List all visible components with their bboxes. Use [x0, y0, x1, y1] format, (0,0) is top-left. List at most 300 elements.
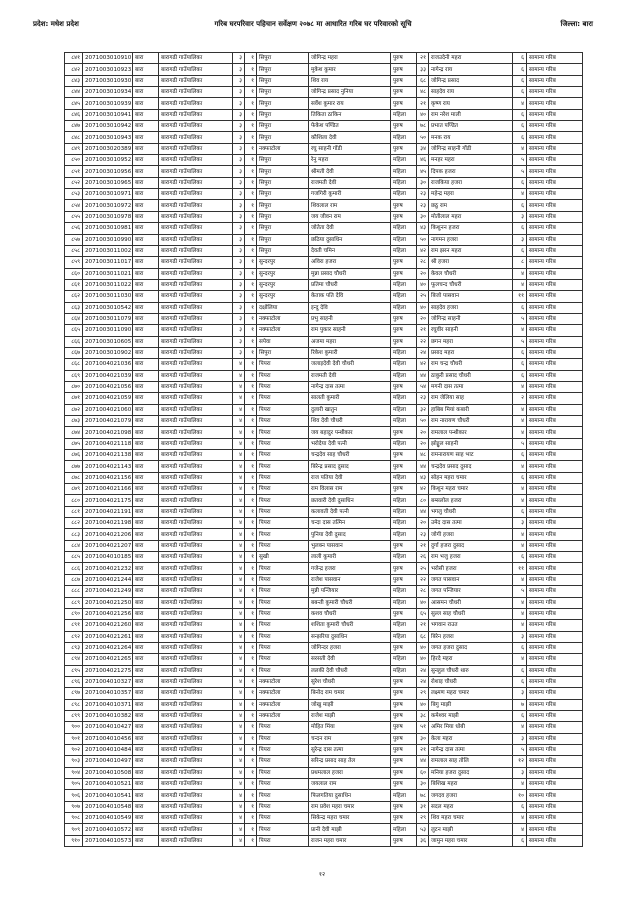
age-cell: २१ — [417, 98, 429, 109]
head-name-cell: चन्द्रदेव साह चौधरी — [309, 450, 391, 461]
age-cell: २१ — [417, 744, 429, 755]
district-cell: बारा — [133, 767, 159, 778]
guardian-name-cell: भगलु चौधरी — [429, 506, 513, 517]
table-row — [65, 381, 583, 392]
household-id-cell: 2071004010382 — [83, 710, 133, 721]
district-cell: बारा — [133, 166, 159, 177]
guardian-name-cell: मगनी दास तत्मा — [429, 381, 513, 392]
head-name-cell: राजमती देवी — [309, 370, 391, 381]
district-cell: बारा — [133, 109, 159, 120]
head-name-cell: जोगिन्दर हजरा — [309, 642, 391, 653]
head-name-cell: जोतेता देवी — [309, 223, 391, 234]
municipality-cell: बारागढी गाउँपालिका — [159, 744, 233, 755]
village-cell: पिपरा — [257, 472, 309, 483]
village-cell: पिपरा — [257, 722, 309, 733]
head-name-cell: मुन्नी पन्जियार — [309, 586, 391, 597]
household-id-cell: 2071004021039 — [83, 370, 133, 381]
sub-ward-cell: १ — [245, 313, 257, 324]
village-cell: पिपरा — [257, 484, 309, 495]
household-id-cell: 2071003011017 — [83, 257, 133, 268]
household-id-cell: 2071004021264 — [83, 642, 133, 653]
family-size-cell: ३ — [513, 211, 527, 222]
guardian-name-cell: साहदेव हजरा — [429, 302, 513, 313]
poverty-category-cell: सामान्य गरिब — [527, 245, 583, 256]
guardian-name-cell: मनक राय — [429, 132, 513, 143]
head-name-cell: जयलाल राम — [309, 779, 391, 790]
family-size-cell: ४ — [513, 608, 527, 619]
guardian-name-cell: रामलाल साह तोलि — [429, 756, 513, 767]
village-cell: पिपरा — [257, 597, 309, 608]
poverty-category-cell: सामान्य गरिब — [527, 177, 583, 188]
household-id-cell: 2071004010573 — [83, 835, 133, 846]
head-name-cell: सिकेन्द्र महरा चमार — [309, 813, 391, 824]
serial-no-cell: ९०५ — [65, 779, 83, 790]
ward-cell: ३ — [233, 177, 245, 188]
district-cell: बारा — [133, 495, 159, 506]
guardian-name-cell: किशुन महरा चमार — [429, 484, 513, 495]
ward-cell: ४ — [233, 370, 245, 381]
table-row — [65, 506, 583, 517]
family-size-cell: ६ — [513, 642, 527, 653]
district-cell: बारा — [133, 756, 159, 767]
municipality-cell: बारागढी गाउँपालिका — [159, 143, 233, 154]
gender-cell: पुरुष — [391, 688, 417, 699]
household-id-cell: 2071004021166 — [83, 484, 133, 495]
ward-cell: ४ — [233, 654, 245, 665]
family-size-cell: १२ — [513, 756, 527, 767]
age-cell: ४४ — [417, 506, 429, 517]
district-cell: बारा — [133, 75, 159, 86]
poverty-category-cell: सामान्य गरिब — [527, 665, 583, 676]
age-cell: ५० — [417, 416, 429, 427]
sub-ward-cell: १ — [245, 518, 257, 529]
ward-cell: ३ — [233, 313, 245, 324]
district-cell: बारा — [133, 121, 159, 132]
district-cell: बारा — [133, 427, 159, 438]
poverty-category-cell: सामान्य गरिब — [527, 291, 583, 302]
municipality-cell: बारागढी गाउँपालिका — [159, 370, 233, 381]
sub-ward-cell: १ — [245, 654, 257, 665]
municipality-cell: बारागढी गाउँपालिका — [159, 824, 233, 835]
gender-cell: महिला — [391, 393, 417, 404]
household-id-cell: 2071004021060 — [83, 404, 133, 415]
district-cell: बारा — [133, 279, 159, 290]
municipality-cell: बारागढी गाउँपालिका — [159, 733, 233, 744]
serial-no-cell: ९०३ — [65, 756, 83, 767]
serial-no-cell: ९०९ — [65, 824, 83, 835]
age-cell: ४५ — [417, 166, 429, 177]
household-id-cell: 2071004010357 — [83, 688, 133, 699]
sub-ward-cell: १ — [245, 177, 257, 188]
table-row — [65, 268, 583, 279]
village-cell: पिपरा — [257, 563, 309, 574]
poverty-category-cell: सामान्य गरिब — [527, 642, 583, 653]
gender-cell: पुरुष — [391, 53, 417, 64]
serial-no-cell: ८८५ — [65, 552, 83, 563]
village-cell: नक्फाटोला — [257, 325, 309, 336]
table-row — [65, 620, 583, 631]
sub-ward-cell: १ — [245, 835, 257, 846]
table-row — [65, 211, 583, 222]
ward-cell: ४ — [233, 552, 245, 563]
head-name-cell: सुरेन्द्र दास तत्मा — [309, 744, 391, 755]
municipality-cell: बारागढी गाउँपालिका — [159, 177, 233, 188]
poverty-category-cell: सामान्य गरिब — [527, 586, 583, 597]
sub-ward-cell: १ — [245, 744, 257, 755]
district-cell: बारा — [133, 64, 159, 75]
head-name-cell: तिकिता ठाकिन — [309, 109, 391, 120]
district-cell: बारा — [133, 53, 159, 64]
guardian-name-cell: बिगु माझी — [429, 699, 513, 710]
guardian-name-cell: बिजो पासवान — [429, 291, 513, 302]
household-id-cell: 2071003010910 — [83, 53, 133, 64]
poverty-category-cell: सामान्य गरिब — [527, 733, 583, 744]
municipality-cell: बारागढी गाउँपालिका — [159, 642, 233, 653]
serial-no-cell: ८४१ — [65, 53, 83, 64]
head-name-cell: पुनिया देवी दुसाद — [309, 529, 391, 540]
family-size-cell: ६ — [513, 223, 527, 234]
ward-cell: ४ — [233, 506, 245, 517]
guardian-name-cell: कमेश्वर माझी — [429, 710, 513, 721]
gender-cell: महिला — [391, 416, 417, 427]
poverty-category-cell: सामान्य गरिब — [527, 450, 583, 461]
head-name-cell: इन्दु देवि — [309, 302, 391, 313]
district-cell: बारा — [133, 631, 159, 642]
age-cell: ८० — [417, 495, 429, 506]
head-name-cell: अजमा महरा — [309, 336, 391, 347]
ward-cell: ४ — [233, 688, 245, 699]
guardian-name-cell: नागेन्द्र राय — [429, 64, 513, 75]
age-cell: ६८ — [417, 631, 429, 642]
district-cell: बारा — [133, 245, 159, 256]
age-cell: ४० — [417, 109, 429, 120]
village-cell: पिपरा — [257, 370, 309, 381]
ward-cell: ३ — [233, 75, 245, 86]
gender-cell: महिला — [391, 359, 417, 370]
serial-no-cell: ८५८ — [65, 245, 83, 256]
district-cell: बारा — [133, 257, 159, 268]
municipality-cell: बारागढी गाउँपालिका — [159, 710, 233, 721]
serial-no-cell: ८६७ — [65, 347, 83, 358]
serial-no-cell: ८४२ — [65, 64, 83, 75]
poverty-category-cell: सामान्य गरिब — [527, 132, 583, 143]
ward-cell: ४ — [233, 608, 245, 619]
head-name-cell: भुलक्न पासवान — [309, 540, 391, 551]
table-row — [65, 767, 583, 778]
poverty-category-cell: सामान्य गरिब — [527, 506, 583, 517]
village-cell: पिपरा — [257, 461, 309, 472]
family-size-cell: ६ — [513, 87, 527, 98]
village-cell: पिपरा — [257, 801, 309, 812]
head-name-cell: श्रीमती देवी — [309, 166, 391, 177]
poverty-category-cell: सामान्य गरिब — [527, 676, 583, 687]
municipality-cell: बारागढी गाउँपालिका — [159, 416, 233, 427]
gender-cell: पुरुष — [391, 427, 417, 438]
village-cell: पिपरा — [257, 608, 309, 619]
gender-cell: महिला — [391, 302, 417, 313]
guardian-name-cell: रामनारायण साह भाट — [429, 450, 513, 461]
age-cell: २१ — [417, 620, 429, 631]
head-name-cell: छतवारी देवी दुसाधिन — [309, 495, 391, 506]
household-id-cell: 2071004021098 — [83, 427, 133, 438]
poverty-category-cell: सामान्य गरिब — [527, 608, 583, 619]
district-cell: बारा — [133, 416, 159, 427]
age-cell: २३ — [417, 529, 429, 540]
serial-no-cell: ८९० — [65, 608, 83, 619]
gender-cell: पुरुष — [391, 710, 417, 721]
guardian-name-cell: मोतीलाल महरा — [429, 211, 513, 222]
gender-cell: पुरुष — [391, 767, 417, 778]
village-cell: सिपुरा — [257, 53, 309, 64]
guardian-name-cell: लुटन माझी — [429, 824, 513, 835]
family-size-cell: ६ — [513, 64, 527, 75]
table-row — [65, 450, 583, 461]
village-cell: सिपुरा — [257, 234, 309, 245]
municipality-cell: बारागढी गाउँपालिका — [159, 654, 233, 665]
poverty-category-cell: सामान्य गरिब — [527, 393, 583, 404]
ward-cell: ४ — [233, 563, 245, 574]
serial-no-cell: ८४५ — [65, 98, 83, 109]
village-cell: सुन्दरपुर — [257, 257, 309, 268]
municipality-cell: बारागढी गाउँपालिका — [159, 155, 233, 166]
serial-no-cell: ८५४ — [65, 200, 83, 211]
serial-no-cell: ९०४ — [65, 767, 83, 778]
guardian-name-cell: चन्द्रदेव प्रसाद दुसाद — [429, 461, 513, 472]
ward-cell: ३ — [233, 64, 245, 75]
gender-cell: पुरुष — [391, 268, 417, 279]
age-cell: २० — [417, 518, 429, 529]
village-cell: पिपरा — [257, 404, 309, 415]
family-size-cell: ३ — [513, 234, 527, 245]
serial-no-cell: ८५९ — [65, 257, 83, 268]
head-name-cell: गजेन्द्र हजरा — [309, 563, 391, 574]
district-cell: बारा — [133, 665, 159, 676]
sub-ward-cell: १ — [245, 710, 257, 721]
household-id-cell: 2071004021275 — [83, 665, 133, 676]
head-name-cell: जोगिन्द्र प्रसाद नुनिया — [309, 87, 391, 98]
sub-ward-cell: १ — [245, 801, 257, 812]
age-cell: ७८ — [417, 121, 429, 132]
sub-ward-cell: १ — [245, 155, 257, 166]
district-cell: बारा — [133, 620, 159, 631]
gender-cell: पुरुष — [391, 257, 417, 268]
age-cell: ५० — [417, 132, 429, 143]
municipality-cell: बारागढी गाउँपालिका — [159, 597, 233, 608]
district-cell: बारा — [133, 177, 159, 188]
village-cell: पिपरा — [257, 359, 309, 370]
municipality-cell: बारागढी गाउँपालिका — [159, 790, 233, 801]
household-table — [64, 52, 583, 847]
age-cell: ४८ — [417, 450, 429, 461]
head-name-cell: प्रभु साहनी — [309, 313, 391, 324]
serial-no-cell: ८६२ — [65, 291, 83, 302]
municipality-cell: बारागढी गाउँपालिका — [159, 313, 233, 324]
ward-cell: ४ — [233, 790, 245, 801]
family-size-cell: ३ — [513, 518, 527, 529]
village-cell: सिपुरा — [257, 223, 309, 234]
municipality-cell: बारागढी गाउँपालिका — [159, 756, 233, 767]
serial-no-cell: ९१० — [65, 835, 83, 846]
municipality-cell: बारागढी गाउँपालिका — [159, 64, 233, 75]
head-name-cell: सर्वेश कुमार राय — [309, 98, 391, 109]
guardian-name-cell: उमेद दास तत्मा — [429, 518, 513, 529]
age-cell: २० — [417, 438, 429, 449]
serial-no-cell: ९०० — [65, 722, 83, 733]
serial-no-cell: ८९६ — [65, 676, 83, 687]
gender-cell: महिला — [391, 279, 417, 290]
gender-cell: महिला — [391, 665, 417, 676]
table-row — [65, 200, 583, 211]
serial-no-cell: ८४८ — [65, 132, 83, 143]
gender-cell: महिला — [391, 438, 417, 449]
table-row — [65, 87, 583, 98]
age-cell: २५ — [417, 291, 429, 302]
village-cell: पिपरा — [257, 654, 309, 665]
table-row — [65, 155, 583, 166]
sub-ward-cell: १ — [245, 722, 257, 733]
head-name-cell: सरिन्द्र प्रसाद साह तेल — [309, 756, 391, 767]
household-id-cell: 2071003010942 — [83, 121, 133, 132]
table-row — [65, 177, 583, 188]
family-size-cell: ६ — [513, 450, 527, 461]
sub-ward-cell: १ — [245, 699, 257, 710]
household-id-cell: 2071004021156 — [83, 472, 133, 483]
village-cell: सिपुरा — [257, 166, 309, 177]
age-cell: २० — [417, 313, 429, 324]
family-size-cell: ६ — [513, 552, 527, 563]
ward-cell: ४ — [233, 404, 245, 415]
family-size-cell: ४ — [513, 813, 527, 824]
table-row — [65, 75, 583, 86]
sub-ward-cell: १ — [245, 563, 257, 574]
head-name-cell: मुकेश कुमार — [309, 64, 391, 75]
family-size-cell: ६ — [513, 835, 527, 846]
village-cell: पिपरा — [257, 642, 309, 653]
village-cell: पिपरा — [257, 744, 309, 755]
district-cell: बारा — [133, 450, 159, 461]
sub-ward-cell: १ — [245, 416, 257, 427]
table-row — [65, 676, 583, 687]
table-row — [65, 484, 583, 495]
family-size-cell: ४ — [513, 189, 527, 200]
village-cell: सपेवा — [257, 336, 309, 347]
poverty-category-cell: सामान्य गरिब — [527, 779, 583, 790]
ward-cell: ३ — [233, 302, 245, 313]
table-row — [65, 699, 583, 710]
household-id-cell: 2071003010941 — [83, 109, 133, 120]
head-name-cell: कौशिला देवी — [309, 132, 391, 143]
table-row — [65, 313, 583, 324]
family-size-cell: ५ — [513, 336, 527, 347]
gender-cell: पुरुष — [391, 461, 417, 472]
village-cell: पिपरा — [257, 835, 309, 846]
municipality-cell: बारागढी गाउँपालिका — [159, 325, 233, 336]
guardian-name-cell: श्री हजरा — [429, 257, 513, 268]
family-size-cell: ६ — [513, 472, 527, 483]
guardian-name-cell: दिपक हजरा — [429, 166, 513, 177]
village-cell: पिपरा — [257, 393, 309, 404]
district-cell: बारा — [133, 801, 159, 812]
gender-cell: पुरुष — [391, 313, 417, 324]
poverty-category-cell: सामान्य गरिब — [527, 166, 583, 177]
district-cell: बारा — [133, 574, 159, 585]
ward-cell: ३ — [233, 223, 245, 234]
head-name-cell: ललकी देवी चौधरी — [309, 665, 391, 676]
district-cell: बारा — [133, 87, 159, 98]
guardian-name-cell: राजउदेनी महरा — [429, 53, 513, 64]
sub-ward-cell: १ — [245, 631, 257, 642]
ward-cell: ३ — [233, 257, 245, 268]
village-cell: सुन्दरपुर — [257, 268, 309, 279]
guardian-name-cell: ठाकुरी प्रसाद चौधरी — [429, 370, 513, 381]
sub-ward-cell: १ — [245, 756, 257, 767]
gender-cell: महिला — [391, 177, 417, 188]
guardian-name-cell: नागमन हजरा — [429, 234, 513, 245]
head-name-cell: बिरेन्द्र प्रसाद दुसाद — [309, 461, 391, 472]
ward-cell: ४ — [233, 597, 245, 608]
serial-no-cell: ८८२ — [65, 518, 83, 529]
ward-cell: ३ — [233, 291, 245, 302]
guardian-name-cell: साहदेव राय — [429, 87, 513, 98]
municipality-cell: बारागढी गाउँपालिका — [159, 563, 233, 574]
municipality-cell: बारागढी गाउँपालिका — [159, 631, 233, 642]
sub-ward-cell: १ — [245, 552, 257, 563]
age-cell: ३३ — [417, 64, 429, 75]
serial-no-cell: ८५७ — [65, 234, 83, 245]
serial-no-cell: ८७९ — [65, 484, 83, 495]
household-id-cell: 2071003010939 — [83, 98, 133, 109]
guardian-name-cell: बिशिख महरा — [429, 779, 513, 790]
gender-cell: पुरुष — [391, 563, 417, 574]
household-id-cell: 2071003011021 — [83, 268, 133, 279]
household-id-cell: 2071003010930 — [83, 75, 133, 86]
family-size-cell: ६ — [513, 302, 527, 313]
village-cell: नक्फाटोला — [257, 688, 309, 699]
guardian-name-cell: रोशाइ चौधरी — [429, 676, 513, 687]
household-id-cell: 2071003010965 — [83, 177, 133, 188]
household-id-cell: 2071004021249 — [83, 586, 133, 597]
district-cell: बारा — [133, 291, 159, 302]
guardian-name-cell: लक्ष्मण महरा चमार — [429, 688, 513, 699]
table-row — [65, 665, 583, 676]
village-cell: सिपुरा — [257, 200, 309, 211]
family-size-cell: ५ — [513, 438, 527, 449]
sub-ward-cell: १ — [245, 574, 257, 585]
sub-ward-cell: १ — [245, 665, 257, 676]
serial-no-cell: ८९९ — [65, 710, 83, 721]
head-name-cell: सुरेश चौधरी — [309, 676, 391, 687]
head-name-cell: गजगिरी कुमारी — [309, 189, 391, 200]
family-size-cell: ४ — [513, 416, 527, 427]
sub-ward-cell: १ — [245, 779, 257, 790]
poverty-category-cell: सामान्य गरिब — [527, 722, 583, 733]
ward-cell: ३ — [233, 189, 245, 200]
head-name-cell: जोगिन्द्र महरा — [309, 53, 391, 64]
poverty-category-cell: सामान्य गरिब — [527, 359, 583, 370]
guardian-name-cell: जामुन महरा चमार — [429, 835, 513, 846]
household-id-cell: 2071004021056 — [83, 381, 133, 392]
gender-cell: महिला — [391, 552, 417, 563]
poverty-category-cell: सामान्य गरिब — [527, 495, 583, 506]
poverty-category-cell: सामान्य गरिब — [527, 325, 583, 336]
household-id-cell: 2071003010923 — [83, 64, 133, 75]
ward-cell: ४ — [233, 574, 245, 585]
gender-cell: पुरुष — [391, 608, 417, 619]
district-cell: बारा — [133, 597, 159, 608]
table-row — [65, 495, 583, 506]
head-name-cell: राम प्रवेश महरा चमार — [309, 801, 391, 812]
sub-ward-cell: १ — [245, 620, 257, 631]
